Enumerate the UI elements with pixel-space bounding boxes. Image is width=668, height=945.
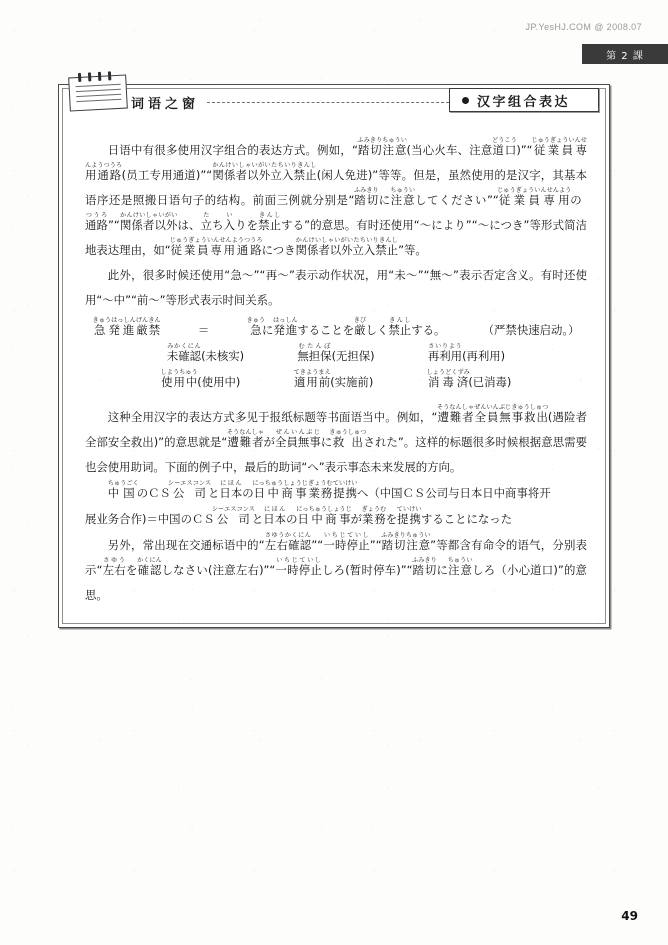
content-frame: [58, 84, 610, 628]
notebook-icon: [68, 75, 128, 112]
example-item: 再利用さいりよう(再利用): [427, 343, 506, 363]
example-row-2: [85, 343, 587, 369]
example-item: 適用前てきようまえ(实施前): [293, 369, 374, 389]
watermark-text: JP.YesHJ.COM @ 2008.07: [525, 22, 642, 32]
header-divider: [207, 102, 459, 103]
example-list: [85, 317, 587, 395]
example-row-3: [85, 369, 587, 395]
article-body: [85, 137, 587, 608]
example-term: 急発進きゅうはっしん厳禁げんきん: [92, 317, 161, 337]
lesson-tab: 第 2 課: [582, 44, 668, 64]
example-item: 未確認みかくにん(未核实): [166, 343, 245, 363]
topic-label: 汉字组合表达: [477, 94, 571, 110]
paragraph-2: 此外，很多时候还使用“急～”“再～”表示动作状况，用“未～”“無～”表示否定含义。有时还使用“～中”“前～”等形式表示时间关系。: [85, 268, 587, 307]
bullet-dot-icon: [462, 97, 469, 104]
example-item: 使用中しようちゅう(使用中): [160, 369, 241, 389]
sample-sentence-line-2: 展业务合作)＝中国のＣＳ公司シーエスコンスと日本にほんの日中商事にっちゅうしょうじが業務ぎょうむを提携ていけいすることになった: [85, 506, 513, 526]
paragraph-1: 日语中有很多使用汉字组合的表达方式。例如，“踏切注意ふみきりちゅうい(当心火车、注意道口どうこう)”“従業員専用通路じゅうぎょういんせんようつうろ(员工专用通道)”“関係者以外立入禁止かんけいしゃいがいたちいりきんし(闲人免进)”等等。但是，虽然使用的是汉字，其基本语序还是照搬日语句子的结构。前面三例就分别是“踏切ふみきりに注意ちゅういしてください”“従業員専用じゅうぎょういんせんようの通路つうろ”“関係者以外かんけいしゃいがいは、立たち入いりを禁止きんしする”的意思。有时还使用“～により”“～につき”等形式简洁地表达理由，如“従業員専用通路じゅうぎょういんせんようつうろにつき関係者以外立入禁止かんけいしゃいがいたちいりきんし”等。: [85, 137, 587, 257]
topic-plate: [449, 88, 599, 112]
example-note: （严禁快速启动。）: [482, 323, 580, 337]
section-title: 词语之窗: [131, 97, 200, 112]
section-header: [59, 85, 609, 127]
example-item: 消毒済しょうどくずみ(已消毒): [426, 369, 512, 389]
paragraph-4: 另外，常出现在交通标语中的“左右確認さゆうかくにん”“一時停止いちじていし”“踏切注意ふみきりちゅうい”等都含有命令的语气，分别表示“左右さゆうを確認かくにんしなさい(注意左右)”“一時停止いちじていししろ(暂时停车)”“踏切ふみきりに注意ちゅういしろ（小心道口)”的意思。: [85, 532, 587, 602]
sample-sentence-line-1: 中国ちゅうごくのＣＳ公司シーエスコンスと日本にほんの日中商事にっちゅうしょうじ業務提携ぎょうむていけいへ（中国ＣＳ公司与日本日中商事将开: [107, 480, 551, 500]
paragraph-3: 这种全用汉字的表达方式多见于报纸标题等书面语当中。例如，“遭難者全員無事救出そうなんしゃぜんいんぶじきゅうしゅつ(遇险者全部安全救出)”的意思就是“遭難者そうなんしゃが全員無事ぜんいんぶじに救出きゅうしゅつされた”。这样的标题很多时候根据意思需要也会使用助词。下面的例子中，最后的助词“へ”表示事态未来发展的方向。: [85, 404, 588, 474]
example-explanation: 急きゅうに発進はっしんすることを厳きびしく禁止きんしする。: [246, 317, 446, 337]
example-item: 無担保むたんぽ(无担保): [297, 343, 375, 363]
example-equals: ＝: [197, 323, 210, 337]
page-number: 49: [621, 909, 638, 923]
example-row-1: [85, 317, 587, 343]
